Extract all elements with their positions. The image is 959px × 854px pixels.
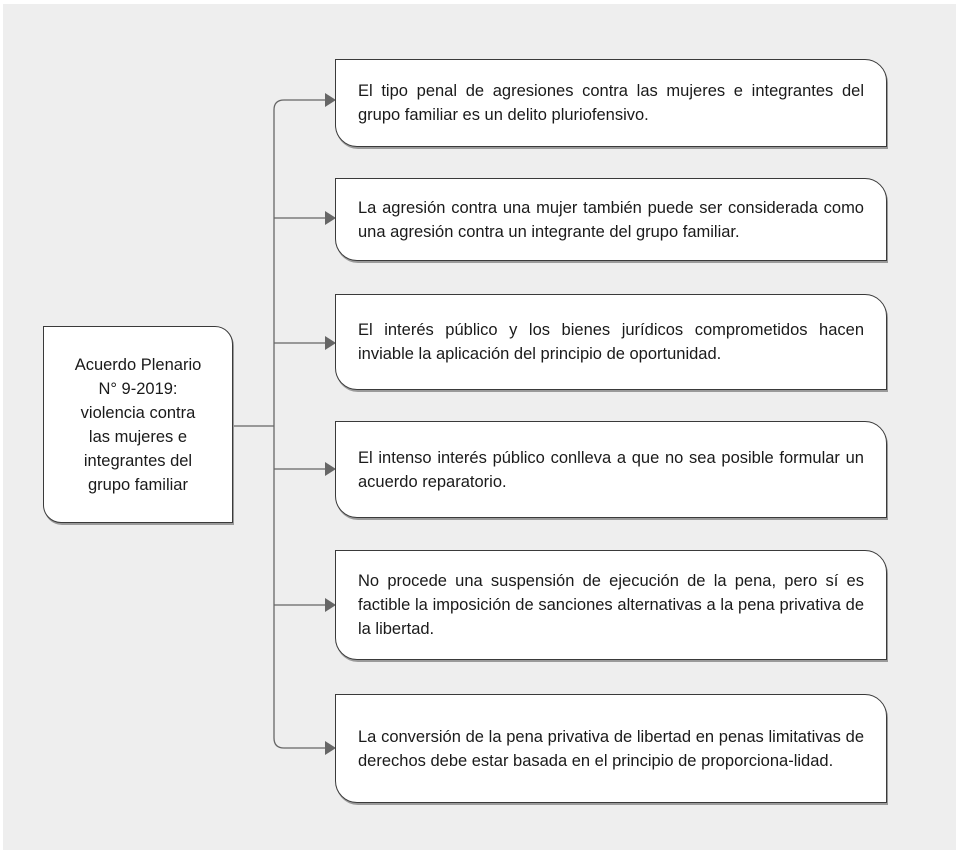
item-text-2: La agresión contra una mujer también puede ser considerada como una agresión contra un integrante del grupo familiar. — [358, 198, 864, 241]
main-line-2: N° 9-2019: — [98, 379, 178, 398]
main-topic-text — [75, 353, 202, 497]
item-box-5 — [335, 550, 887, 660]
main-line-6: grupo familiar — [88, 475, 188, 494]
main-topic-box — [43, 326, 233, 523]
item-text-5: No procede una suspensión de ejecución de la pena, pero sí es factible la imposición de sanciones alternativas a la pena privativa de la libertad. — [358, 572, 864, 638]
main-line-5: integrantes del — [83, 451, 193, 470]
item-text-3: El interés público y los bienes jurídicos comprometidos hacen inviable la aplicación del principio de oportunidad. — [358, 321, 864, 363]
main-line-3: violencia contra — [80, 403, 196, 422]
item-box-1 — [335, 59, 887, 147]
item-box-4 — [335, 421, 887, 518]
trunk-line — [274, 100, 284, 748]
item-box-3 — [335, 294, 887, 390]
item-text-1: El tipo penal de agresiones contra las mujeres e integrantes del grupo familiar es un delito pluriofensivo. — [358, 82, 864, 124]
item-box-2 — [335, 178, 887, 261]
item-text-6: La conversión de la pena privativa de libertad en penas limitativas de derechos debe estar basada en el principio de proporciona-lidad. — [358, 727, 864, 770]
item-text-4: El intenso interés público conlleva a que no sea posible formular un acuerdo reparatorio. — [358, 448, 864, 491]
main-line-1: Acuerdo Plenario — [74, 355, 202, 374]
item-box-6 — [335, 694, 887, 803]
main-line-4: las mujeres e — [88, 427, 188, 446]
